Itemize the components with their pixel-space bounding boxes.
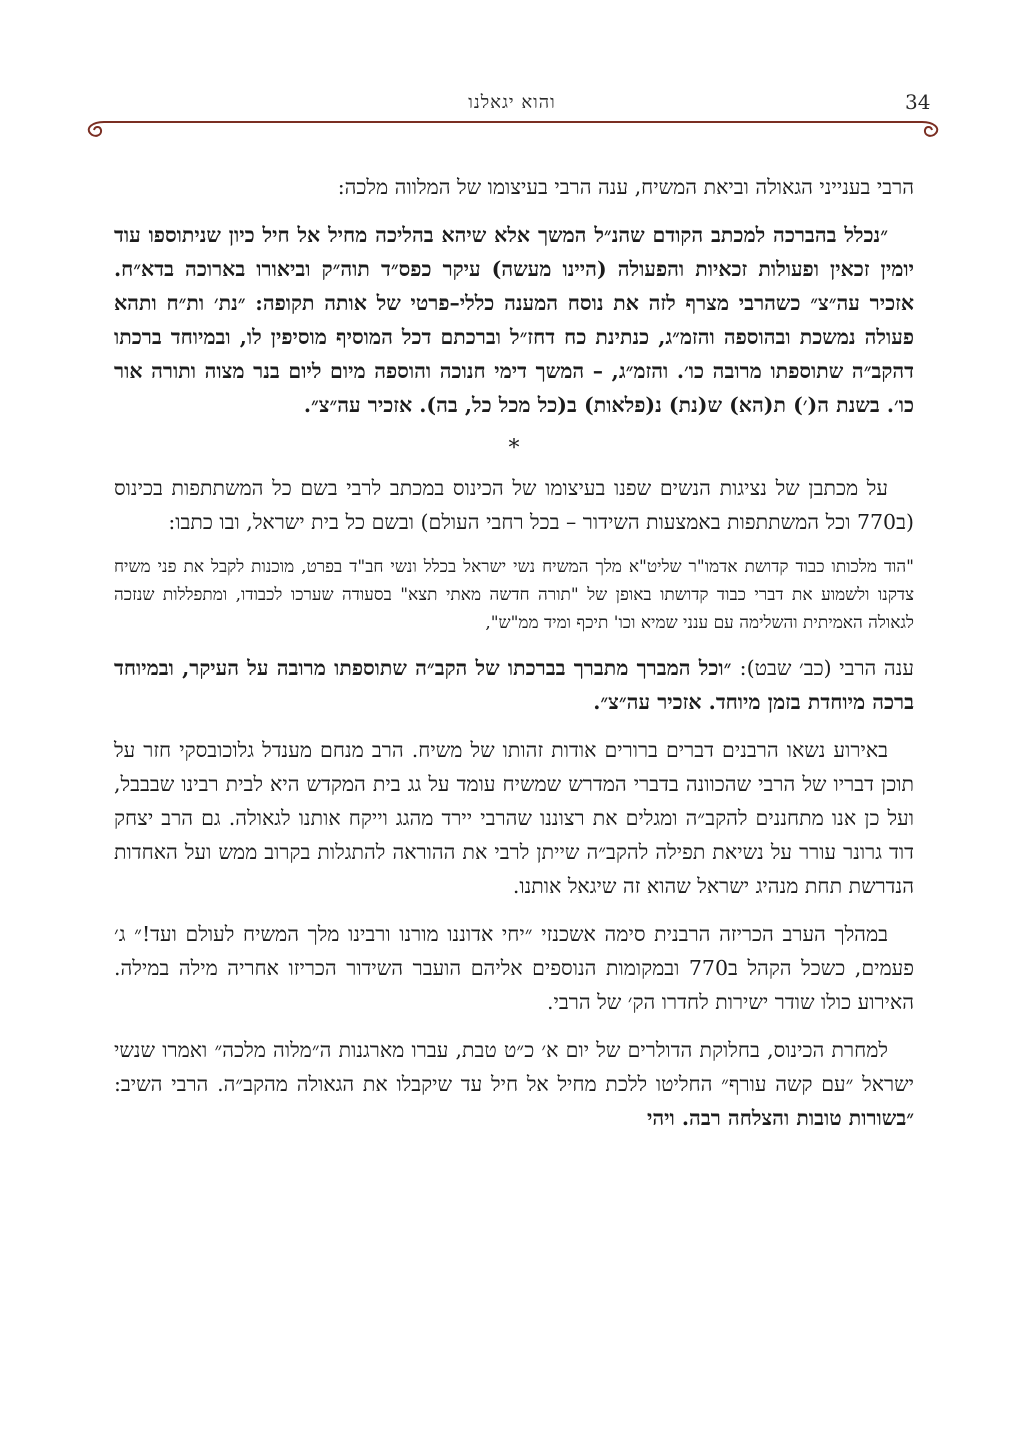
header-ornament-rule — [82, 116, 944, 140]
paragraph-dollars — [114, 1033, 914, 1135]
reply-text: ״וכל המברך מתברך בברכתו של הקב״ה שתוספתו מרובה על העיקר, ובמיוחד ברכה מיוחדת בזמן מיוחד. אזכיר עה״צ״. — [114, 656, 914, 714]
paragraph-intro: הרבי בענייני הגאולה וביאת המשיח, ענה הרבי בעיצומו של המלווה מלכה: — [337, 175, 914, 199]
body-text — [114, 170, 914, 1149]
paragraph-rebbe-answer: ״נכלל בהברכה למכתב הקודם שהנ״ל המשך אלא שיהא בהליכה מחיל אל חיל כיון שניתוספו עוד יומין זכאין ופעולות זכאיות והפעולה (היינו מעשה) עיקר כפס״ד תוה״ק וביאורו בארוכה בדא״ח. אזכיר עה״צ״ כשהרבי מצרף לזה את נוסח המענה כללי–פרטי של אותה תקופה: ״נת׳ ות״ח ותהא פעולה נמשכת ובהוספה והזמ״ג, כנתינת כח דחז״ל וברכתם דכל המוסיף מוסיפין לו, ובמיוחד ברכתו דהקב״ה שתוספתו מרובה כו׳. והזמ״ג, – המשך דימי חנוכה והוספה מיום ליום בנר מצוה ותורה אור כו׳. בשנת ה(׳) ת(הא) ש(נת) נ(פלאות) ב(כל מכל כל, בה). אזכיר עה״צ״. — [114, 223, 914, 417]
reply-lead: ענה הרבי (כב׳ שבט): — [739, 656, 914, 680]
section-separator: * — [508, 436, 520, 461]
paragraph-proclamation: במהלך הערב הכריזה הרבנית סימה אשכנזי ״יחי אדוננו מורנו ורבינו מלך המשיח לעולם ועד!״ ג׳ פעמים, כשכל הקהל ב770 ובמקומות הנוספים אליהם הועבר השידור הכריזו אחריה מילה במילה. האירוע כולו שודר ישירות לחדרו הק׳ של הרבי. — [114, 922, 914, 1014]
paragraph-women-letter: על מכתבן של נציגות הנשים שפנו בעיצומו של הכינוס במכתב לרבי בשם כל המשתתפות בכינוס (ב770 וכל המשתתפות באמצעות השידור – בכל רחבי העולם) ובשם כל בית ישראל, ובו כתבו: — [114, 476, 914, 534]
quoted-letter: "הוד מלכותו כבוד קדושת אדמו"ר שליט"א מלך המשיח נשי ישראל בכלל ונשי חב"ד בפרט, מוכנות לקבל את פני משיח צדקנו ולשמוע את דברי כבוד קדושתו באופן של "תורה חדשה מאתי תצא" בסעודה שערכו לכבודו, ומתפללות שנזכה לגאולה האמיתית והשלימה עם ענני שמיא וכו' תיכף ומיד ממ"ש", — [114, 557, 914, 633]
paragraph-rebbe-reply — [114, 651, 914, 719]
page-number: 34 — [905, 90, 931, 114]
dollars-text: למחרת הכינוס, בחלוקת הדולרים של יום א׳ כ״ט טבת, עברו מארגנות ה״מלוה מלכה״ ואמרו שנשי ישראל ״עם קשה עורף״ החליטו ללכת מחיל אל חיל עד שיקבלו את הגאולה מהקב״ה. הרבי השיב: — [114, 1038, 914, 1096]
header-title: והוא יגאלנו — [468, 92, 556, 113]
paragraph-rabbis-speeches: באירוע נשאו הרבנים דברים ברורים אודות זהותו של משיח. הרב מנחם מענדל גלוכובסקי חזר על תוכן דבריו של הרבי שהכוונה בדברי המדרש שמשיח עומד על גג בית המקדש היא לבית רבינו שבבבל, ועל כן אנו מתחננים להקב״ה ומגלים את רצוננו שהרבי יירד מהגג וייקח אותנו לגאולה. גם הרב יצחק דוד גרונר עורר על נשיאת תפילה להקב״ה שייתן לרבי את ההוראה להתגלות בקרוב ממש ועל האחדות הנדרשת תחת מנהיג ישראל שהוא זה שיגאל אותנו. — [114, 738, 914, 898]
dollars-bold-tail: ״בשורות טובות והצלחה רבה. ויהי — [646, 1106, 914, 1130]
